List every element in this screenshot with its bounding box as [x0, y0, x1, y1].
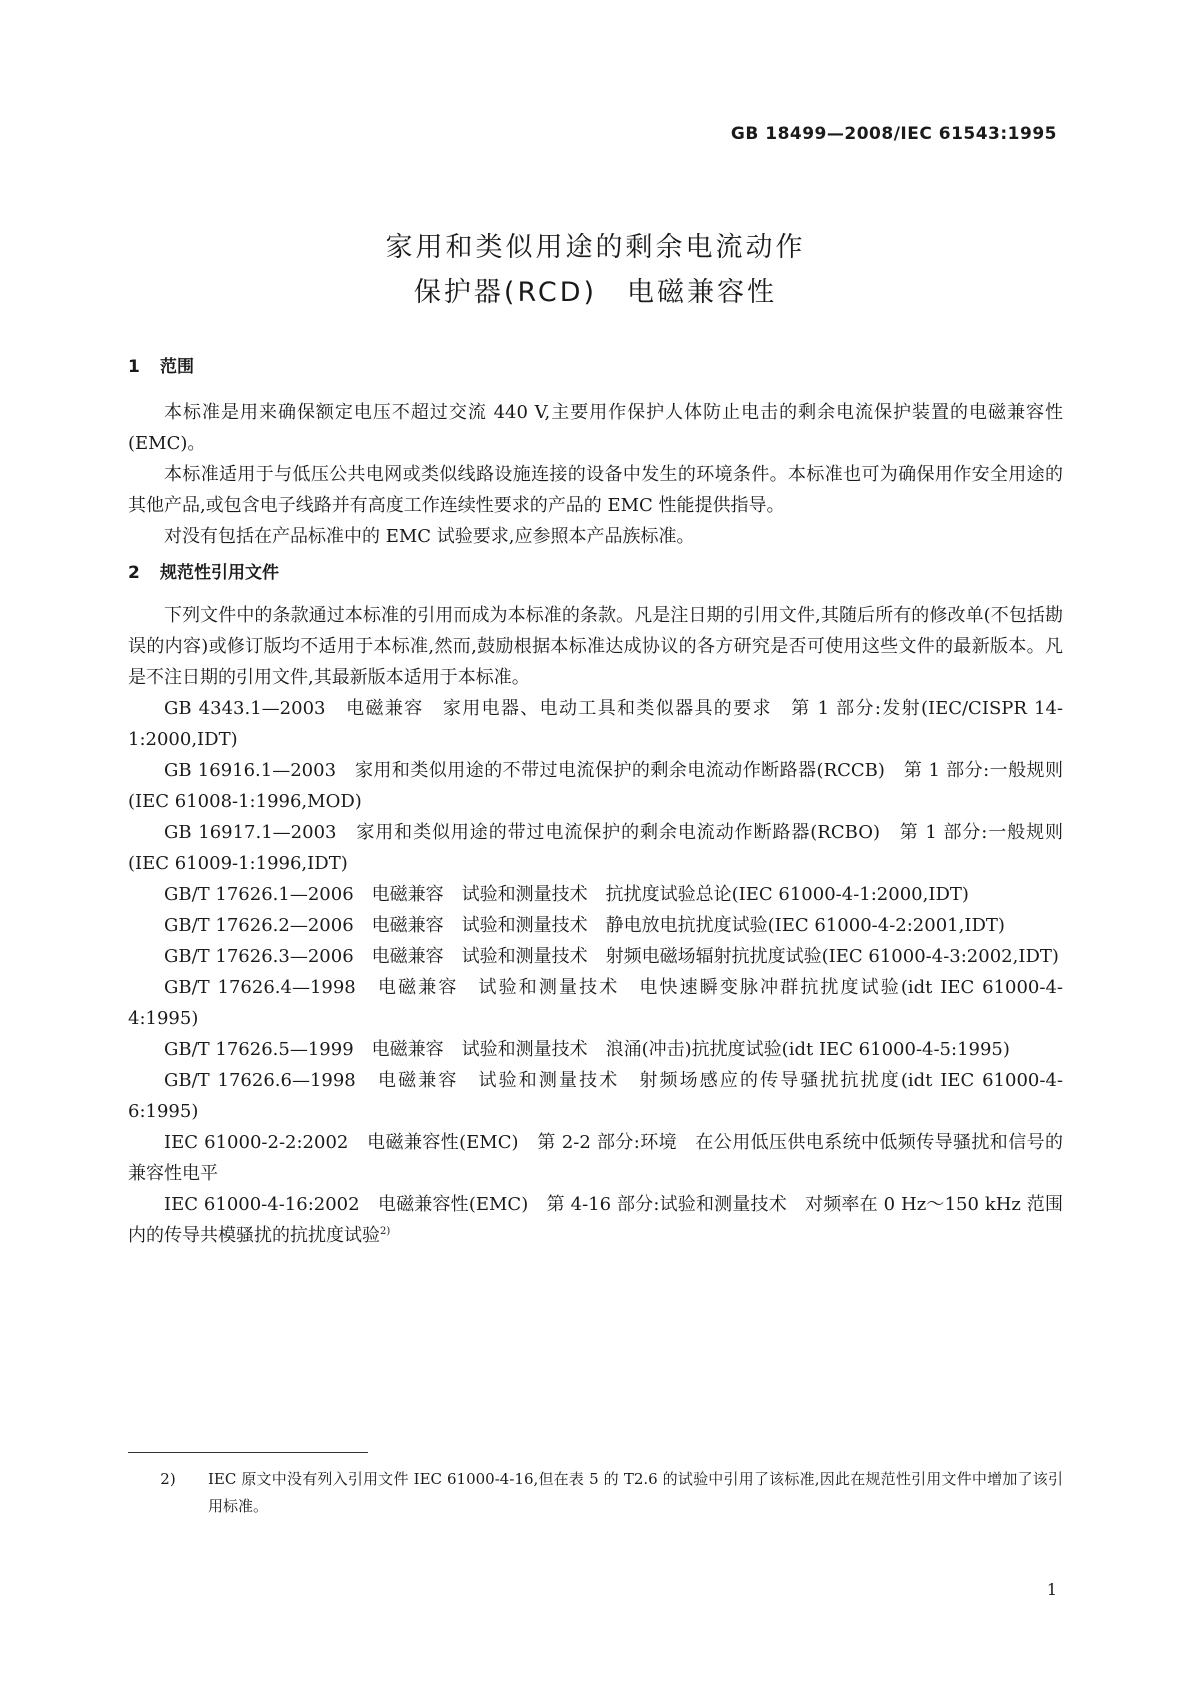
footnote-divider	[128, 1452, 368, 1453]
section-2-heading	[128, 558, 279, 583]
reference-item: GB/T 17626.1—2006 电磁兼容 试验和测量技术 抗扰度试验总论(IEC 61000-4-1:2000,IDT)	[164, 884, 969, 905]
paragraph: 本标准是用来确保额定电压不超过交流 440 V,主要用作保护人体防止电击的剩余电流保护装置的电磁兼容性(EMC)。	[128, 402, 1063, 454]
page-number: 1	[1046, 1580, 1057, 1599]
reference-item: GB 16916.1—2003 家用和类似用途的不带过电流保护的剩余电流动作断路器(RCCB) 第 1 部分:一般规则(IEC 61008-1:1996,MOD)	[128, 760, 1063, 812]
document-title	[0, 225, 1191, 315]
reference-item: GB/T 17626.2—2006 电磁兼容 试验和测量技术 静电放电抗扰度试验(IEC 61000-4-2:2001,IDT)	[164, 915, 1005, 936]
reference-item: GB 4343.1—2003 电磁兼容 家用电器、电动工具和类似器具的要求 第 1 部分:发射(IEC/CISPR 14-1:2000,IDT)	[128, 698, 1063, 750]
section-1-body	[128, 397, 1063, 552]
section-title: 规范性引用文件	[160, 563, 279, 583]
paragraph: 对没有包括在产品标准中的 EMC 试验要求,应参照本产品族标准。	[164, 526, 695, 547]
footnote	[128, 1466, 1063, 1520]
section-1-heading	[128, 352, 194, 377]
section-number: 1	[128, 357, 140, 377]
reference-item: GB/T 17626.6—1998 电磁兼容 试验和测量技术 射频场感应的传导骚扰抗扰度(idt IEC 61000-4-6:1995)	[128, 1070, 1063, 1122]
footnote-text: IEC 原文中没有列入引用文件 IEC 61000-4-16,但在表 5 的 T2.6 的试验中引用了该标准,因此在规范性引用文件中增加了该引用标准。	[208, 1470, 1063, 1515]
reference-item: IEC 61000-2-2:2002 电磁兼容性(EMC) 第 2-2 部分:环境 在公用低压供电系统中低频传导骚扰和信号的兼容性电平	[128, 1132, 1063, 1184]
section-title: 范围	[160, 357, 194, 377]
footnote-mark: 2)	[160, 1470, 176, 1488]
title-line-1: 家用和类似用途的剩余电流动作	[385, 232, 806, 263]
footnote-reference-mark[interactable]: 2)	[380, 1226, 391, 1237]
reference-item: GB/T 17626.5—1999 电磁兼容 试验和测量技术 浪涌(冲击)抗扰度试验(idt IEC 61000-4-5:1995)	[164, 1039, 1010, 1060]
standard-code-header: GB 18499—2008/IEC 61543:1995	[730, 124, 1057, 144]
reference-item	[128, 1189, 1063, 1251]
section-number: 2	[128, 563, 140, 583]
reference-item: GB/T 17626.3—2006 电磁兼容 试验和测量技术 射频电磁场辐射抗扰度试验(IEC 61000-4-3:2002,IDT)	[164, 946, 1059, 967]
reference-text: IEC 61000-4-16:2002 电磁兼容性(EMC) 第 4-16 部分:试验和测量技术 对频率在 0 Hz～150 kHz 范围内的传导共模骚扰的抗扰度试验	[128, 1194, 1063, 1246]
reference-item: GB 16917.1—2003 家用和类似用途的带过电流保护的剩余电流动作断路器(RCBO) 第 1 部分:一般规则(IEC 61009-1:1996,IDT)	[128, 822, 1063, 874]
paragraph: 本标准适用于与低压公共电网或类似线路设施连接的设备中发生的环境条件。本标准也可为确保用作安全用途的其他产品,或包含电子线路并有高度工作连续性要求的产品的 EMC 性能提供指导。	[128, 464, 1063, 516]
normative-reference-list	[128, 693, 1063, 1251]
title-line-2: 保护器(RCD) 电磁兼容性	[413, 277, 778, 308]
reference-item: GB/T 17626.4—1998 电磁兼容 试验和测量技术 电快速瞬变脉冲群抗扰度试验(idt IEC 61000-4-4:1995)	[128, 977, 1063, 1029]
paragraph: 下列文件中的条款通过本标准的引用而成为本标准的条款。凡是注日期的引用文件,其随后所有的修改单(不包括勘误的内容)或修订版均不适用于本标准,然而,鼓励根据本标准达成协议的各方研究是否可使用这些文件的最新版本。凡是不注日期的引用文件,其最新版本适用于本标准。	[128, 605, 1063, 688]
section-2-body	[128, 600, 1063, 1251]
